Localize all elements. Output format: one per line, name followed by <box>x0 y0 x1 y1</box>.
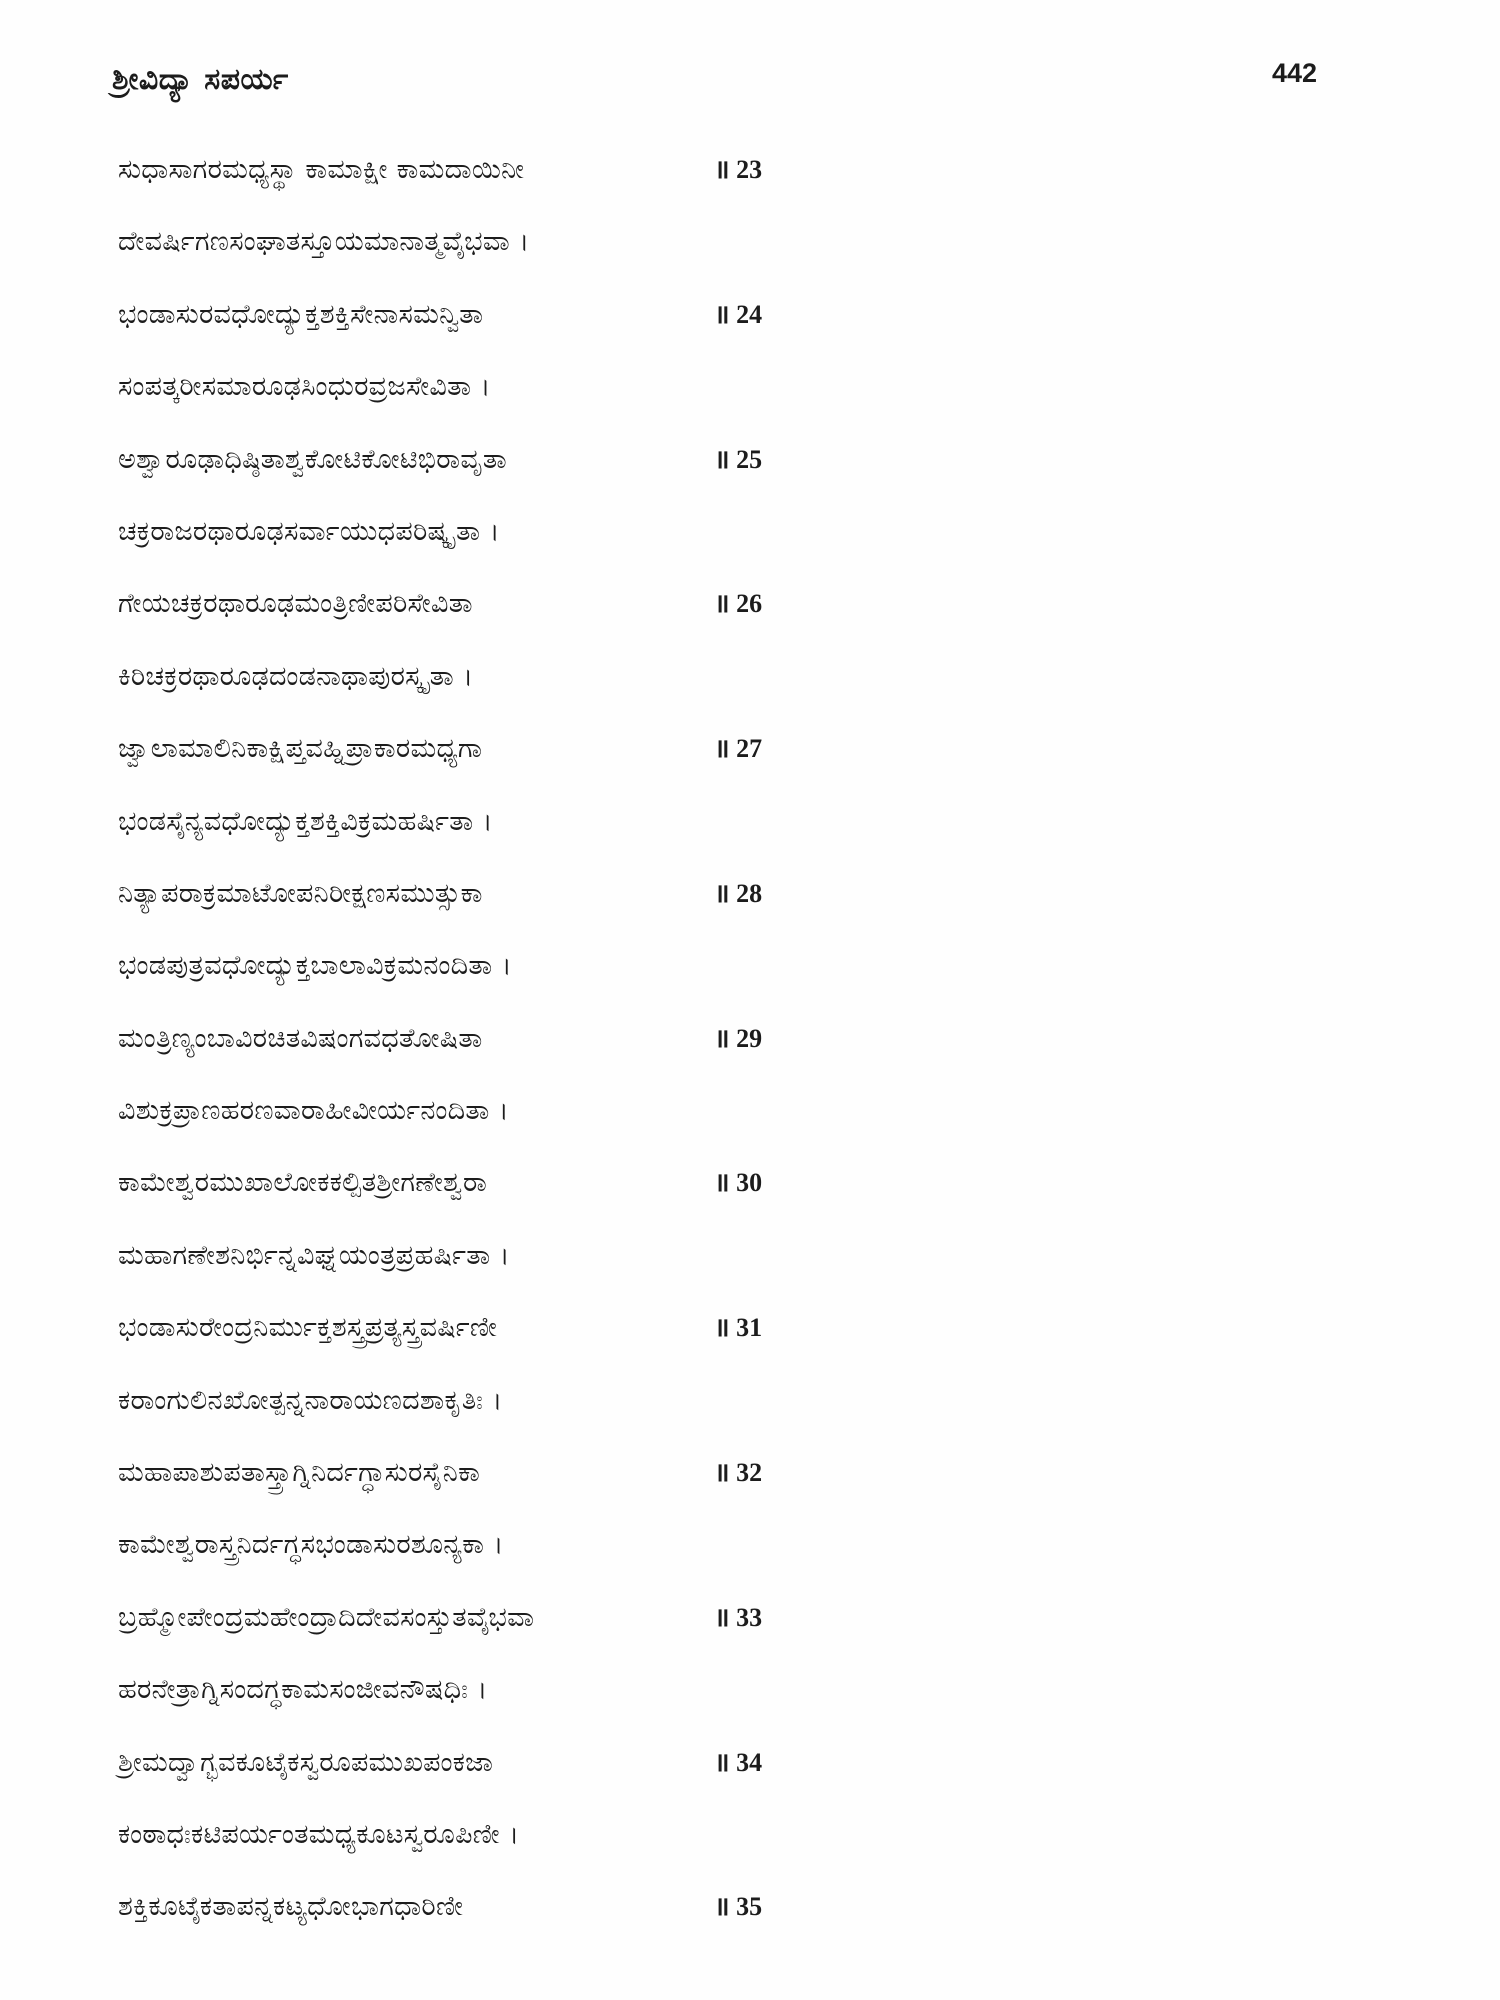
verse-text: ಬ್ರಹ್ಮೋಪೇಂದ್ರಮಹೇಂದ್ರಾದಿದೇವಸಂಸ್ತುತವೈಭವಾ <box>118 1601 535 1633</box>
verse-number: ॥ 27 <box>714 734 763 764</box>
verse-line <box>118 1091 1418 1163</box>
verse-text: ಮಂತ್ರಿಣ್ಯಂಬಾವಿರಚಿತವಿಷಂಗವಧತೋಷಿತಾ <box>118 1022 483 1054</box>
verse-number: ॥ 35 <box>714 1892 763 1922</box>
verse-line <box>118 1453 1418 1525</box>
verse-text: ಕರಾಂಗುಲಿನಖೋತ್ಪನ್ನನಾರಾಯಣದಶಾಕೃತಿಃ । <box>118 1384 503 1416</box>
verse-number: ॥ 26 <box>714 589 763 619</box>
verse-text: ದೇವರ್ಷಿಗಣಸಂಘಾತಸ್ತೂಯಮಾನಾತ್ಮವೈಭವಾ । <box>118 226 530 258</box>
verse-number: ॥ 30 <box>714 1168 763 1198</box>
verse-text: ಶ್ರೀಮದ್ವಾಗ್ಭವಕೂಟೈಕಸ್ವರೂಪಮುಖಪಂಕಜಾ <box>118 1746 494 1778</box>
verse-line <box>118 1308 1418 1380</box>
verse-number: ॥ 29 <box>714 1023 763 1053</box>
verse-text: ಕಿರಿಚಕ್ರರಥಾರೂಢದಂಡನಾಥಾಪುರಸ್ಕೃತಾ । <box>118 660 474 692</box>
verse-text: ಚಕ್ರರಾಜರಥಾರೂಢಸರ್ವಾಯುಧಪರಿಷ್ಕೃತಾ । <box>118 515 500 547</box>
verse-text: ಸುಧಾಸಾಗರಮಧ್ಯಸ್ಥಾ ಕಾಮಾಕ್ಷೀ ಕಾಮದಾಯಿನೀ <box>118 154 525 185</box>
verse-line <box>118 1236 1418 1308</box>
verse-text: ಮಹಾಗಣೇಶನಿರ್ಭಿನ್ನವಿಘ್ನಯಂತ್ರಪ್ರಹರ್ಷಿತಾ । <box>118 1239 510 1271</box>
verse-text: ಸಂಪತ್ಕರೀಸಮಾರೂಢಸಿಂಧುರವ್ರಜಸೇವಿತಾ । <box>118 371 491 403</box>
verse-line <box>118 1670 1418 1742</box>
verse-line <box>118 1743 1418 1815</box>
verse-text: ಕಂಠಾಧಃಕಟಿಪರ್ಯಂತಮಧ್ಯಕೂಟಸ್ವರೂಪಿಣೀ । <box>118 1818 520 1850</box>
verse-number: ॥ 23 <box>714 155 763 184</box>
verse-line <box>118 222 1418 294</box>
verse-text: ಭಂಡಪುತ್ರವಧೋದ್ಯುಕ್ತಬಾಲಾವಿಕ್ರಮನಂದಿತಾ । <box>118 950 512 982</box>
verse-line <box>118 1887 1418 1959</box>
verse-text: ಭಂಡಾಸುರೇಂದ್ರನಿರ್ಮುಕ್ತಶಸ್ತ್ರಪ್ರತ್ಯಸ್ತ್ರವರ್ಷಿಣೀ <box>118 1312 498 1344</box>
verse-number: ॥ 24 <box>714 299 763 329</box>
verse-text: ವಿಶುಕ್ರಪ್ರಾಣಹರಣವಾರಾಹೀವೀರ್ಯನಂದಿತಾ । <box>118 1095 509 1127</box>
verse-line <box>118 1163 1418 1235</box>
verse-line <box>118 1381 1418 1453</box>
verse-line <box>118 802 1418 874</box>
verse-line <box>118 657 1418 729</box>
page-number: 442 <box>1272 58 1318 88</box>
verse-text: ಭಂಡಾಸುರವಧೋದ್ಯುಕ್ತಶಕ್ತಿಸೇನಾಸಮನ್ವಿತಾ <box>118 298 484 330</box>
verse-number: ॥ 31 <box>714 1313 763 1343</box>
verse-text: ಕಾಮೇಶ್ವರಾಸ್ತ್ರನಿರ್ದಗ್ಧಸಭಂಡಾಸುರಶೂನ್ಯಕಾ । <box>118 1529 504 1561</box>
verse-number: ॥ 34 <box>714 1747 763 1777</box>
verse-text: ಕಾಮೇಶ್ವರಮುಖಾಲೋಕಕಲ್ಪಿತಶ್ರೀಗಣೇಶ್ವರಾ <box>118 1167 488 1199</box>
verse-line <box>118 367 1418 439</box>
verse-number: ॥ 32 <box>714 1458 763 1488</box>
verse-text: ಗೇಯಚಕ್ರರಥಾರೂಢಮಂತ್ರಿಣೀಪರಿಸೇವಿತಾ <box>118 588 473 620</box>
verse-text: ಅಶ್ವಾರೂಢಾಧಿಷ್ಠಿತಾಶ್ವಕೋಟಿಕೋಟಿಭಿರಾವೃತಾ <box>118 443 508 475</box>
verse-text: ಮಹಾಪಾಶುಪತಾಸ್ತ್ರಾಗ್ನಿನಿರ್ದಗ್ಧಾಸುರಸೈನಿಕಾ <box>118 1457 481 1489</box>
verse-line <box>118 584 1418 656</box>
verse-line <box>118 1598 1418 1670</box>
verse-number: ॥ 33 <box>714 1602 763 1632</box>
verse-number: ॥ 28 <box>714 878 763 908</box>
verse-text: ಜ್ವಾಲಾಮಾಲಿನಿಕಾಕ್ಷಿಪ್ತವಹ್ನಿಪ್ರಾಕಾರಮಧ್ಯಗಾ <box>118 733 483 765</box>
verse-line <box>118 295 1418 367</box>
verse-line <box>118 729 1418 801</box>
verse-text: ನಿತ್ಯಾಪರಾಕ್ರಮಾಟೋಪನಿರೀಕ್ಷಣಸಮುತ್ಸುಕಾ <box>118 877 483 909</box>
verse-line <box>118 1525 1418 1597</box>
verse-line <box>118 1019 1418 1091</box>
verse-line <box>118 946 1418 1018</box>
verse-text: ಭಂಡಸೈನ್ಯವಧೋದ್ಯುಕ್ತಶಕ್ತಿವಿಕ್ರಮಹರ್ಷಿತಾ । <box>118 805 493 837</box>
running-header-title: ಶ್ರೀವಿದ್ಯಾ ಸಪರ್ಯ <box>112 62 289 97</box>
verse-list <box>118 150 1418 1960</box>
verse-line <box>118 1815 1418 1887</box>
verse-line <box>118 150 1418 222</box>
verse-text: ಶಕ್ತಿಕೂಟೈಕತಾಪನ್ನಕಟ್ಯಧೋಭಾಗಧಾರಿಣೀ <box>118 1891 464 1923</box>
verse-line <box>118 874 1418 946</box>
verse-text: ಹರನೇತ್ರಾಗ್ನಿಸಂದಗ್ಧಕಾಮಸಂಜೀವನೌಷಧಿಃ । <box>118 1674 488 1706</box>
verse-number: ॥ 25 <box>714 444 763 474</box>
verse-line <box>118 512 1418 584</box>
verse-line <box>118 440 1418 512</box>
